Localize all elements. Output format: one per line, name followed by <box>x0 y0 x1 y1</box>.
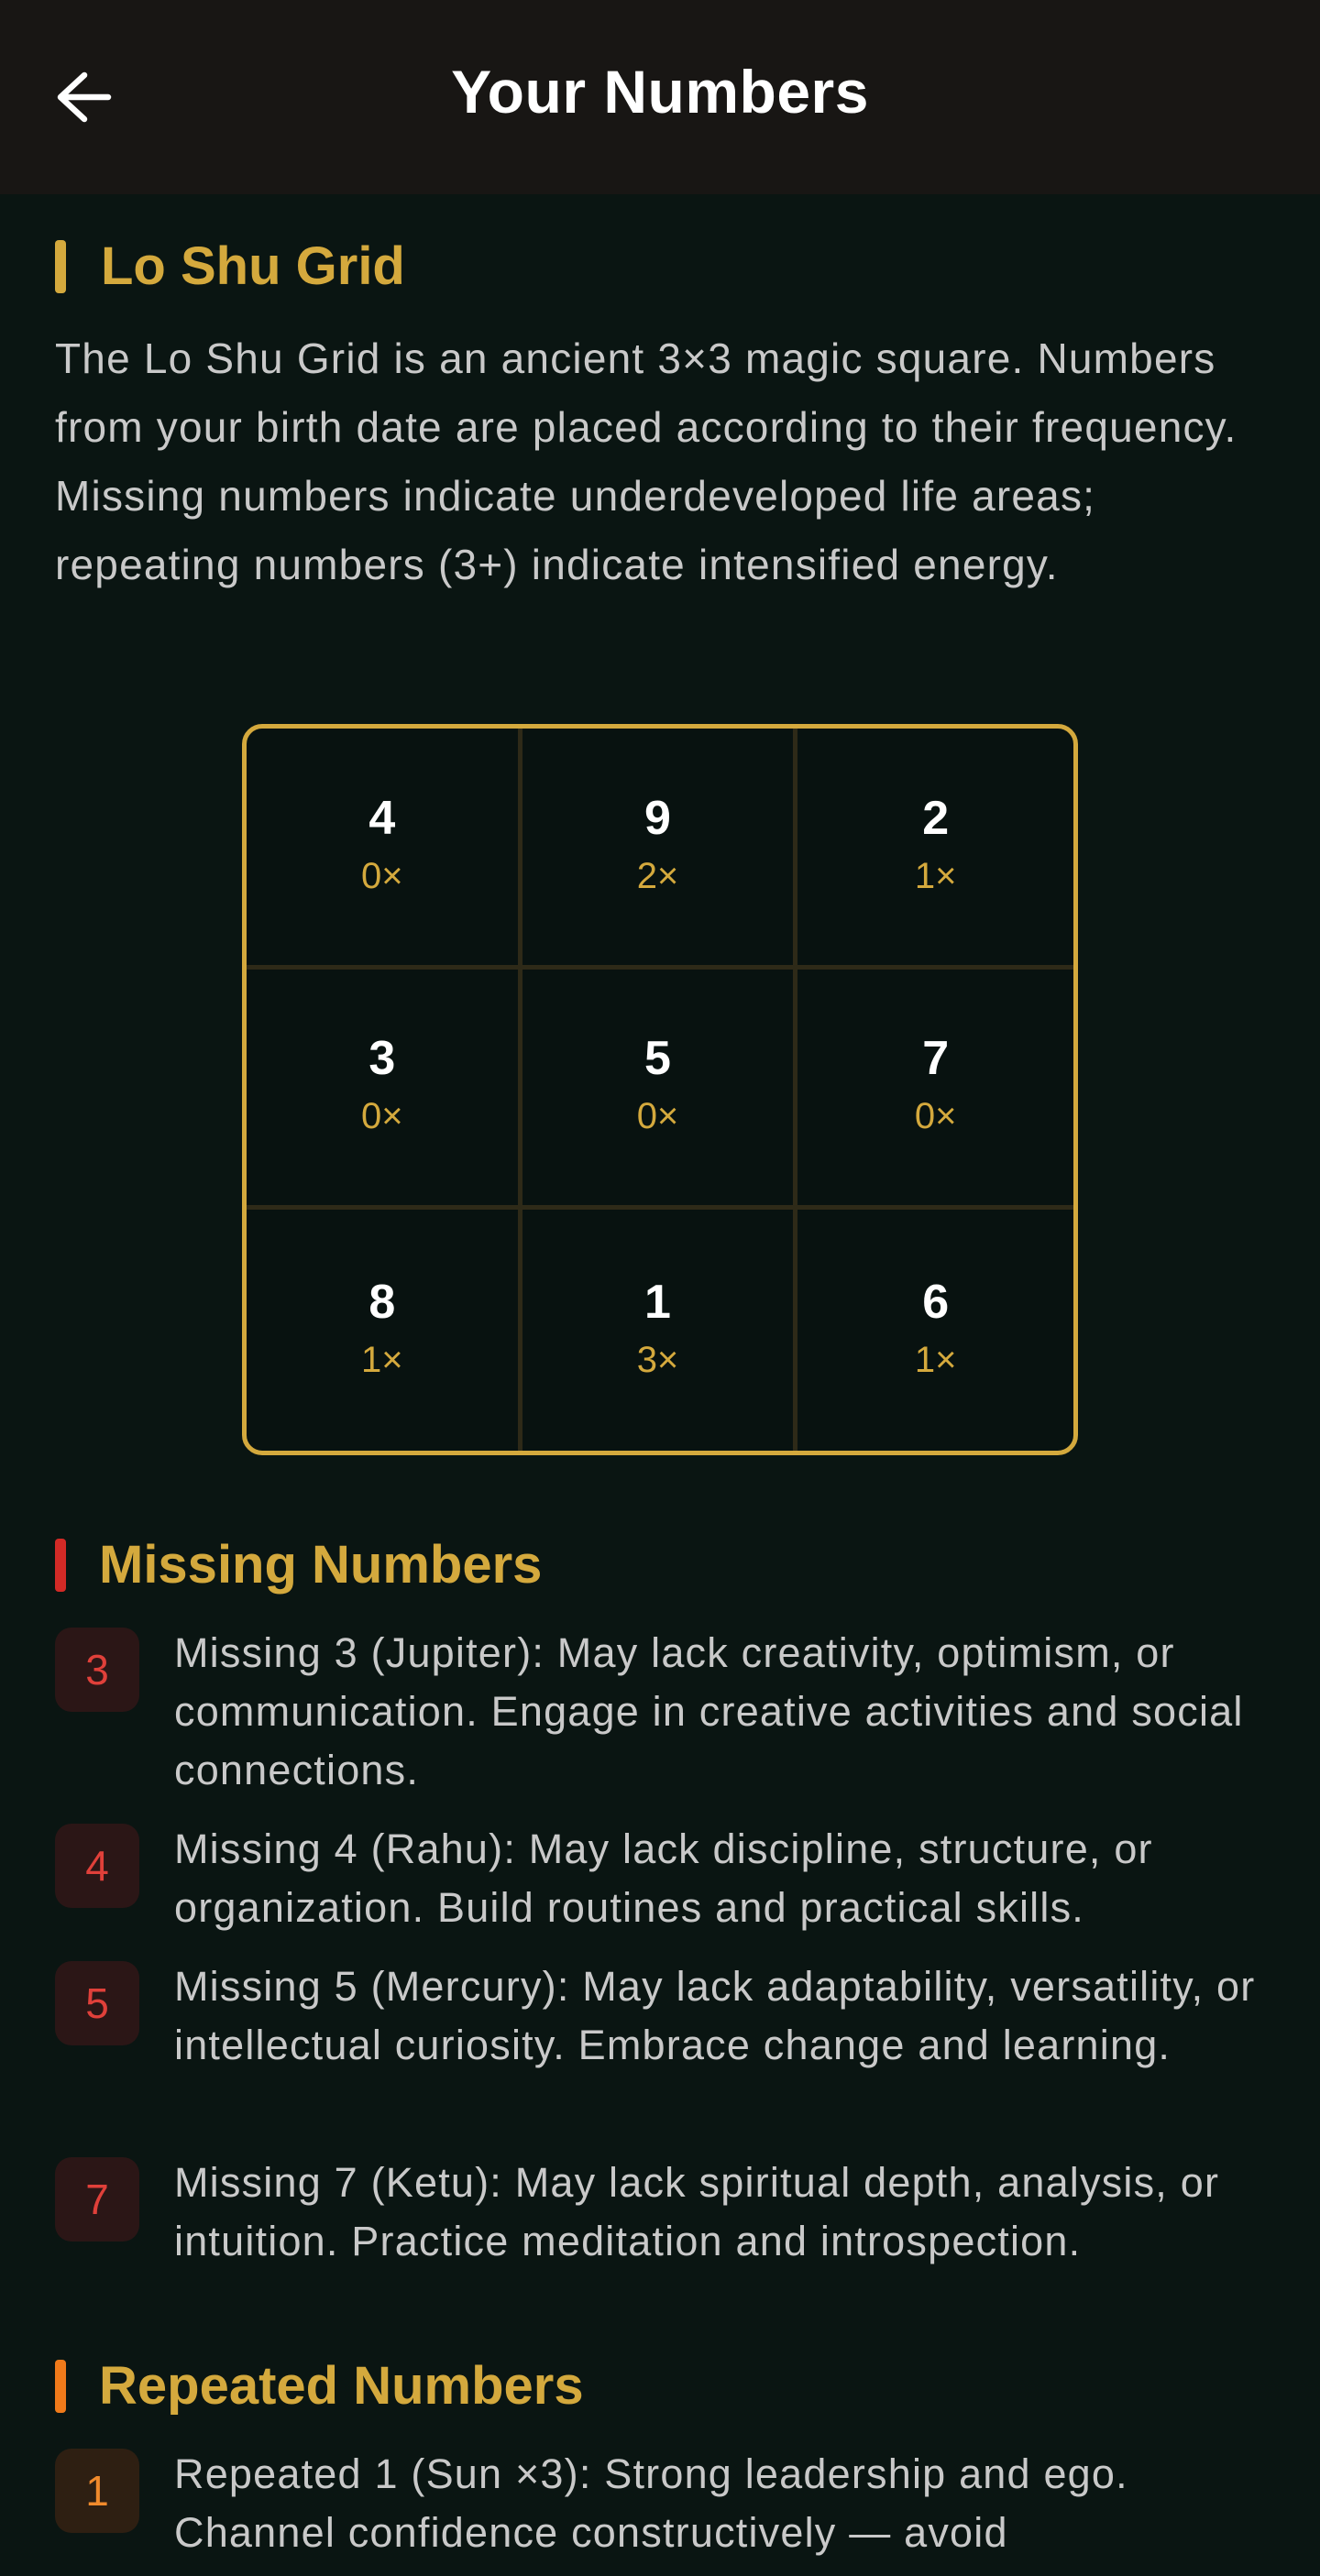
missing-item-text: Missing 3 (Jupiter): May lack creativity, optimism, or communication. Engage in creative activities and social connections. <box>174 1629 1244 1793</box>
missing-heading <box>55 1534 542 1595</box>
missing-title: Missing Numbers <box>99 1535 543 1595</box>
missing-number-badge: 7 <box>55 2157 139 2242</box>
cell-count: 0× <box>361 855 403 896</box>
grid-cell <box>247 970 522 1211</box>
grid-cell <box>798 970 1073 1211</box>
grid-cell <box>522 1210 798 1451</box>
missing-accent-bar <box>55 1539 66 1592</box>
grid-cell <box>522 729 798 970</box>
missing-list <box>55 1628 1283 2295</box>
cell-count: 0× <box>914 1096 957 1137</box>
lo-shu-description: The Lo Shu Grid is an ancient 3×3 magic square. Numbers from your birth date are placed according to their frequency. Missing numbers indicate underdeveloped life areas; repeating numbers (3+) indicate intensified energy. <box>55 334 1238 588</box>
list-item <box>55 2449 1283 2562</box>
repeated-heading <box>55 2355 584 2417</box>
cell-count: 2× <box>636 855 679 896</box>
cell-count: 0× <box>361 1096 403 1137</box>
cell-number: 2 <box>922 791 950 845</box>
repeated-item-text: Repeated 1 (Sun ×3): Strong leadership and ego. Channel confidence constructively — avoid <box>174 2450 1128 2556</box>
cell-count: 0× <box>636 1096 679 1137</box>
cell-number: 5 <box>644 1032 671 1086</box>
cell-number: 3 <box>368 1032 396 1086</box>
repeated-number-badge: 1 <box>55 2449 139 2533</box>
app-bar <box>0 0 1320 194</box>
cell-count: 3× <box>636 1339 679 1380</box>
cell-number: 9 <box>644 791 671 845</box>
lo-shu-accent-bar <box>55 240 66 293</box>
repeated-accent-bar <box>55 2360 66 2413</box>
grid-cell <box>522 970 798 1211</box>
page-title: Your Numbers <box>451 58 869 126</box>
repeated-list <box>55 2449 1283 2562</box>
grid-cell <box>247 729 522 970</box>
lo-shu-heading <box>55 236 405 297</box>
cell-count: 1× <box>361 1339 403 1380</box>
missing-item-text: Missing 5 (Mercury): May lack adaptability, versatility, or intellectual curiosity. Embrace change and learning. <box>174 1963 1256 2068</box>
cell-count: 1× <box>914 1339 957 1380</box>
list-item <box>55 1824 1283 1961</box>
list-item <box>55 1628 1283 1824</box>
lo-shu-grid <box>242 724 1078 1455</box>
missing-item-text: Missing 4 (Rahu): May lack discipline, structure, or organization. Build routines and practical skills. <box>174 1825 1153 1931</box>
missing-number-badge: 4 <box>55 1824 139 1908</box>
grid-cell <box>798 1210 1073 1451</box>
grid-cell <box>247 1210 522 1451</box>
lo-shu-title: Lo Shu Grid <box>101 236 405 296</box>
list-item <box>55 2157 1283 2295</box>
cell-number: 4 <box>368 791 396 845</box>
missing-item-text: Missing 7 (Ketu): May lack spiritual depth, analysis, or intuition. Practice meditation and introspection. <box>174 2159 1220 2264</box>
cell-count: 1× <box>914 855 957 896</box>
grid-cell <box>798 729 1073 970</box>
cell-number: 1 <box>644 1275 671 1329</box>
cell-number: 6 <box>922 1275 950 1329</box>
missing-number-badge: 5 <box>55 1961 139 2045</box>
repeated-title: Repeated Numbers <box>99 2356 584 2416</box>
missing-number-badge: 3 <box>55 1628 139 1712</box>
cell-number: 7 <box>922 1032 950 1086</box>
list-item <box>55 1961 1283 2157</box>
cell-number: 8 <box>368 1275 396 1329</box>
